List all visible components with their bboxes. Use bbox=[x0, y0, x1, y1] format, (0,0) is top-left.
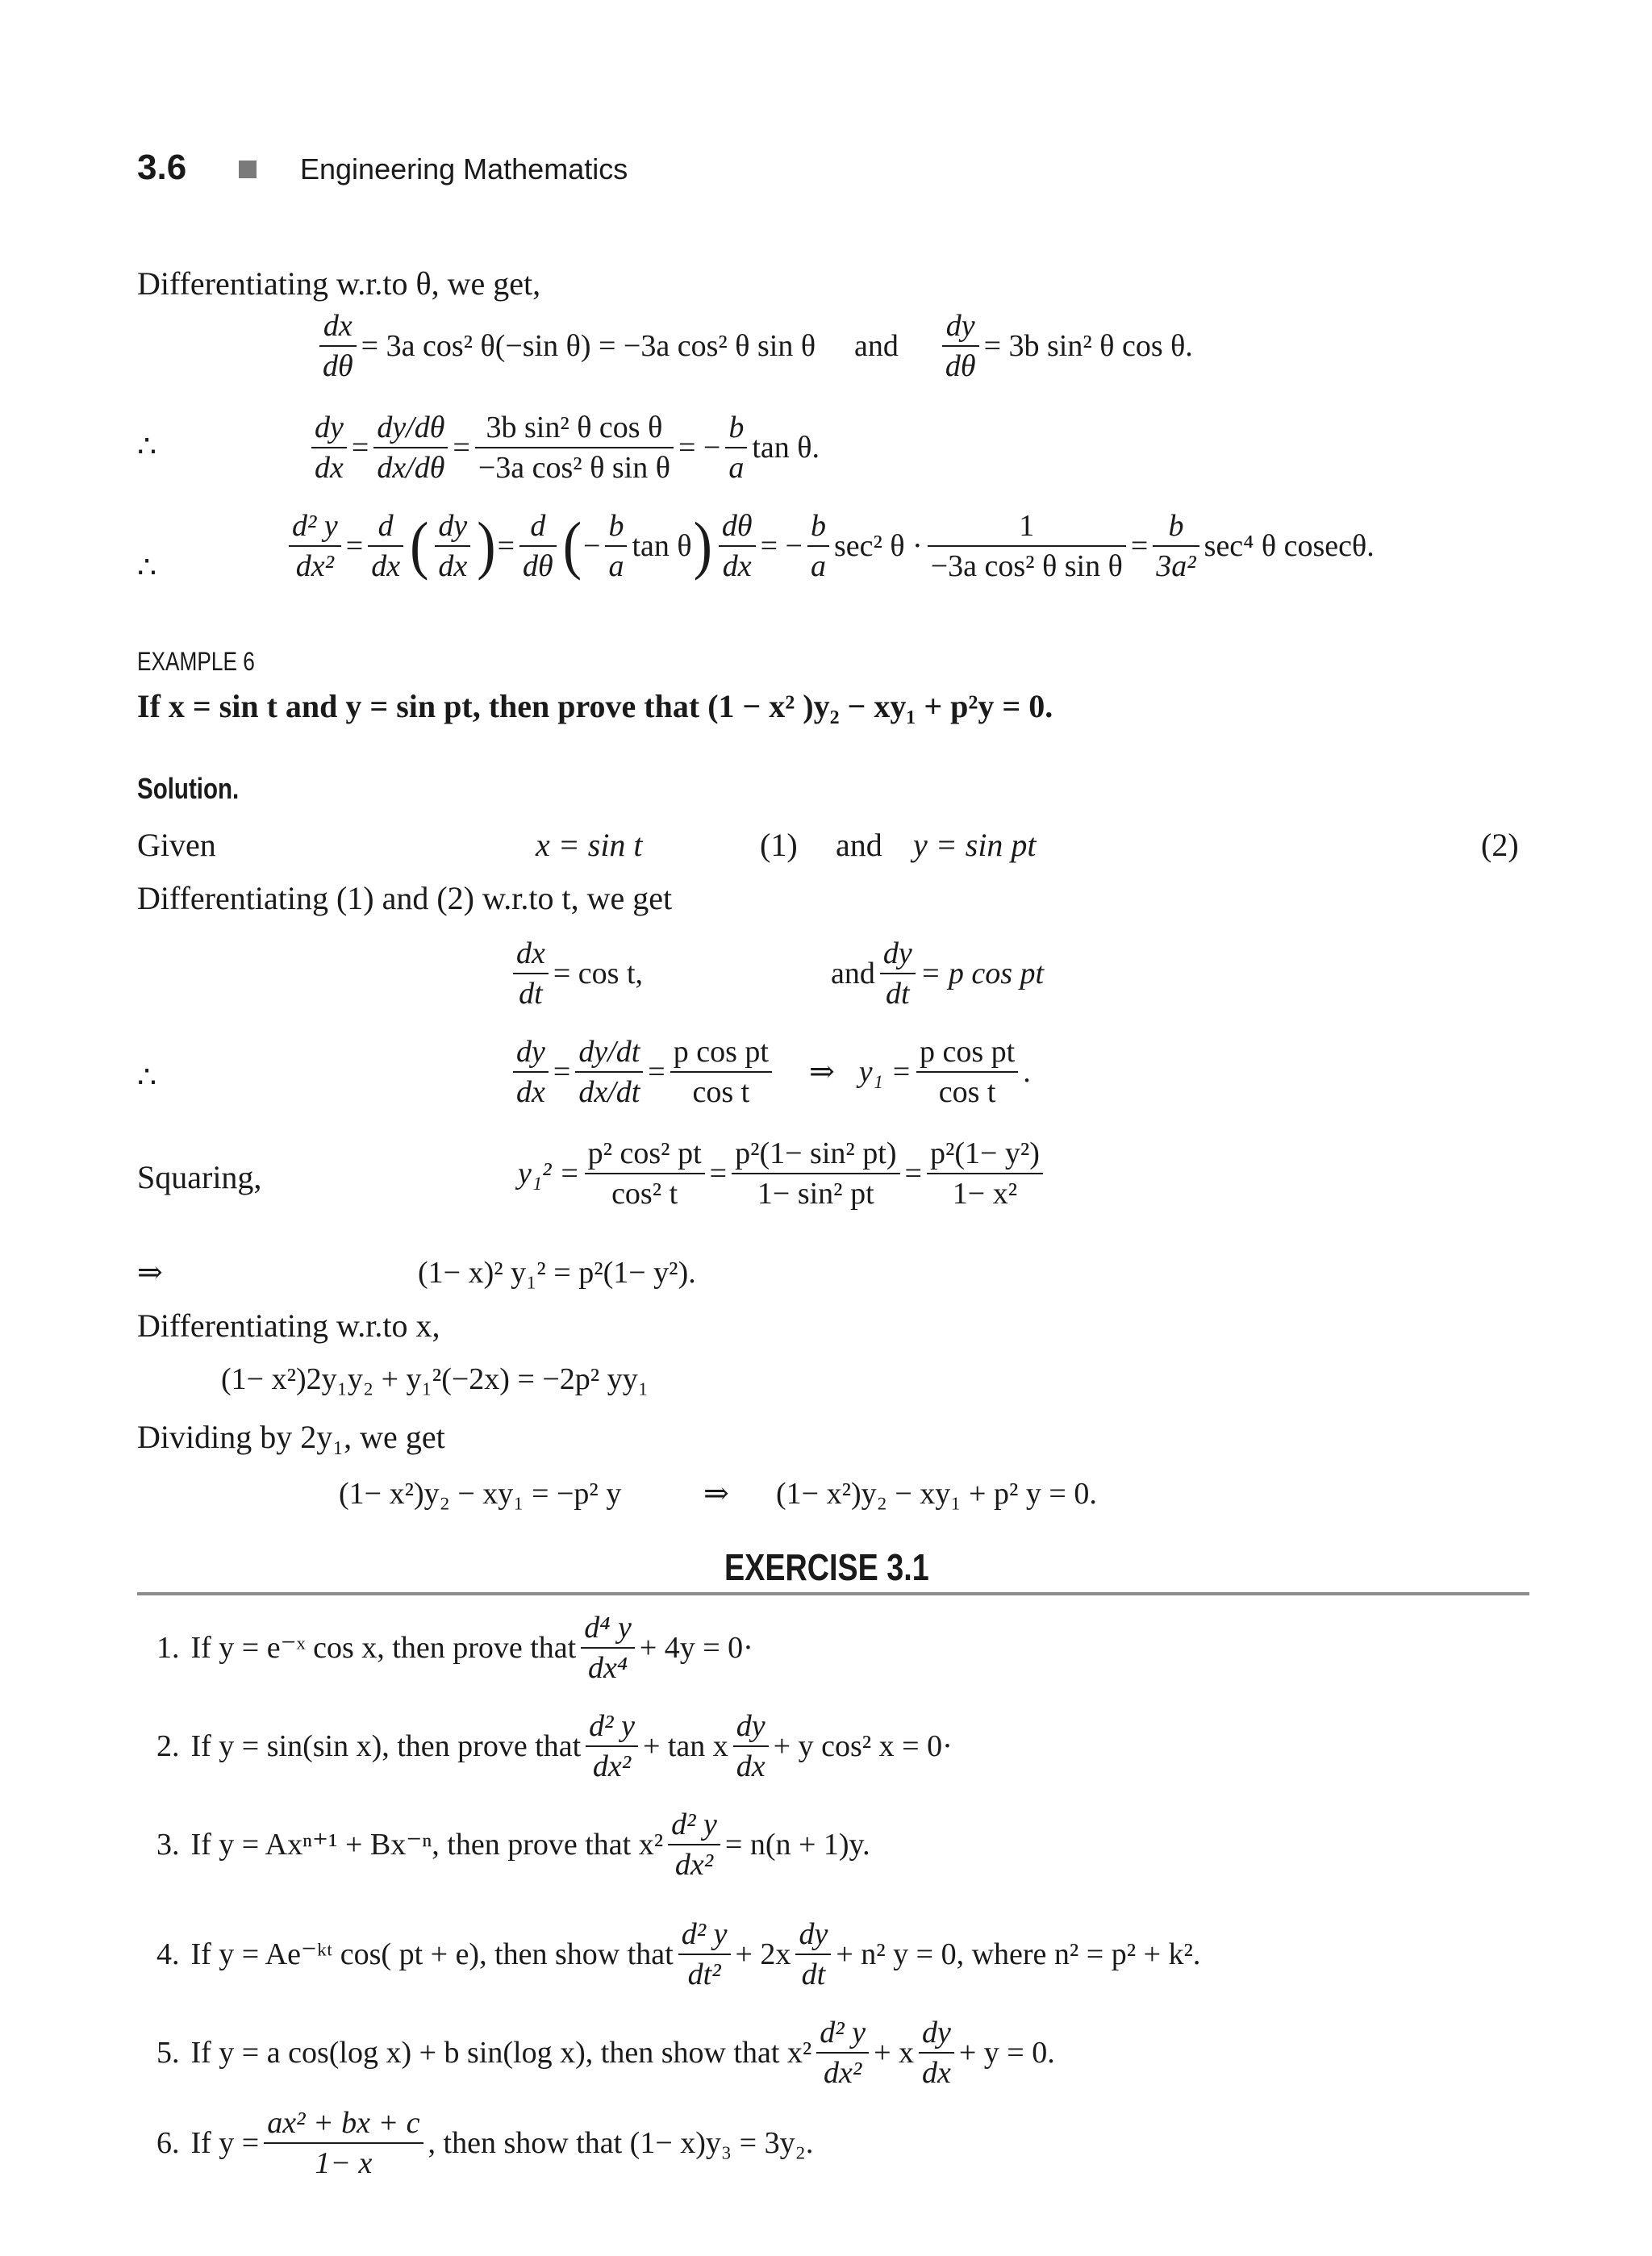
l3-dx: dx bbox=[371, 549, 401, 583]
item-frac-num: d² y bbox=[668, 1807, 720, 1845]
example-statement: If x = sin t and y = sin pt, then prove that (1 − x² )y₂ − xy₁ + p²y = 0. bbox=[137, 688, 1053, 724]
dx-rhs: = 3a cos² θ(−sin θ) = −3a cos² θ sin θ bbox=[361, 329, 816, 363]
item-frac2-num: dy bbox=[919, 2015, 954, 2054]
dxdt-den: dt bbox=[519, 977, 543, 1011]
item-number: 6. bbox=[156, 2126, 180, 2160]
example-label-text: EXAMPLE 6 bbox=[137, 647, 255, 676]
eq-dx-dtheta bbox=[315, 308, 1193, 384]
dxdt-num: dx bbox=[513, 936, 549, 974]
dxdt-rhs: = cos t, bbox=[553, 957, 644, 990]
l3-d2y: d² y bbox=[289, 508, 341, 547]
l2-f2-num: dy/dθ bbox=[373, 410, 448, 448]
l2-dy: dy bbox=[311, 410, 347, 448]
l3-dx-den: dx bbox=[722, 549, 752, 583]
tag-2: (2) bbox=[1481, 827, 1519, 863]
item-post: + 4y = 0· bbox=[639, 1631, 753, 1665]
diff-t-text: Differentiating (1) and (2) w.r.to t, we get bbox=[137, 880, 673, 916]
exercise-item-5 bbox=[156, 2015, 1055, 2091]
therefore-1: ∴ bbox=[137, 430, 157, 464]
exercise-item-3 bbox=[156, 1807, 870, 1883]
dtheta-den-2: dθ bbox=[945, 349, 976, 383]
item-post: , then show that (1− x)y₃ = 3y₂. bbox=[428, 2126, 814, 2160]
eq-final-a: (1− x²)y₂ − xy₁ = −p² y bbox=[339, 1477, 622, 1511]
implies-2: ⇒ bbox=[137, 1256, 163, 1290]
item-frac-num: d² y bbox=[586, 1708, 638, 1747]
l2-f2-den: dx/dθ bbox=[377, 451, 445, 485]
item-post: = n(n + 1)y. bbox=[724, 1828, 870, 1862]
item-frac-den: dx² bbox=[592, 1749, 632, 1783]
item-text: If y = Ae⁻ᵏᵗ cos( pt + e), then show that bbox=[190, 1937, 674, 1971]
l2-dx: dx bbox=[315, 451, 344, 485]
and-word-3: and bbox=[831, 957, 875, 990]
diff-x-text: Differentiating w.r.to x, bbox=[137, 1307, 440, 1344]
implies-1: ⇒ bbox=[808, 1055, 835, 1089]
given-label: Given bbox=[137, 827, 216, 863]
dydt-den: dt bbox=[886, 977, 910, 1011]
item-post: + y = 0. bbox=[958, 2036, 1055, 2070]
y1-eq: y₁ = bbox=[858, 1055, 912, 1089]
eq-second-derivative: $\frac{\text{d² y}}{\text{dx²}}$ = $\frac{d}{dx}$ ( $\frac{dy}{dx}$ ) = $\frac{d}{d\theta}$ ( − $\frac{b}{a}$ tan θ ) $\frac{d\theta}{dx}$ = − $\frac{b}{a}$ sec² θ · $\frac{1}{\text{−3a cos² θ sin θ}}$ = $\frac{b}{\text{3a²}}$ sec⁴ θ cosecθ. bbox=[284, 508, 1375, 584]
dydx-den: dx bbox=[516, 1075, 545, 1109]
solution-label bbox=[137, 771, 261, 807]
item-frac-num: d² y bbox=[678, 1916, 731, 1955]
header-square bbox=[239, 161, 257, 178]
s2-num: p²(1− sin² pt) bbox=[732, 1136, 899, 1174]
q-num: dy/dt bbox=[575, 1034, 643, 1073]
exercise-item-2 bbox=[156, 1708, 953, 1784]
eq-dxdt bbox=[508, 936, 643, 1011]
item-number: 3. bbox=[156, 1828, 180, 1862]
l2-f3-num: 3b sin² θ cos θ bbox=[475, 410, 674, 448]
item-mid: + 2x bbox=[735, 1937, 791, 1971]
item-frac-den: dx⁴ bbox=[587, 1651, 628, 1685]
eq-dydx-theta: $\frac{dy}{dx}$ = $\frac{dy/d\theta}{dx/d\theta}$ = $\frac{\text{3b sin² θ cos θ}}{\text{−3a cos² θ sin θ}}$ = − $\frac{b}{a}$ tan θ. bbox=[307, 410, 820, 486]
s3-num: p²(1− y²) bbox=[927, 1136, 1043, 1174]
l3-d-2: d bbox=[519, 508, 557, 547]
dtheta-den: dθ bbox=[323, 349, 353, 383]
item-frac-num: d⁴ y bbox=[581, 1610, 635, 1649]
item-text: If y = a cos(log x) + b sin(log x), then show that x² bbox=[190, 2036, 812, 2070]
eq-final-b: (1− x²)y₂ − xy₁ + p² y = 0. bbox=[776, 1477, 1097, 1511]
l3-tan: tan θ bbox=[632, 529, 692, 563]
item-number: 1. bbox=[156, 1631, 180, 1665]
item-frac-num: d² y bbox=[816, 2015, 869, 2054]
y-equation: y = sin pt bbox=[913, 827, 1037, 863]
and-word: and bbox=[854, 329, 899, 363]
exercise-title bbox=[724, 1545, 974, 1589]
item-frac-den: dt² bbox=[687, 1958, 721, 1991]
intro-text: Differentiating w.r.to θ, we get, bbox=[137, 265, 541, 302]
item-text: If y = bbox=[190, 2126, 260, 2160]
exercise-item-1 bbox=[156, 1610, 753, 1686]
item-frac-num: ax² + bx + c bbox=[264, 2105, 423, 2144]
item-frac2-num: dy bbox=[795, 1916, 831, 1955]
l2-f3-den: −3a cos² θ sin θ bbox=[478, 451, 670, 485]
implies-3: ⇒ bbox=[703, 1477, 729, 1511]
l3-b2: b bbox=[1153, 508, 1199, 547]
l3-sec: sec² θ · bbox=[833, 529, 923, 563]
item-text: If y = sin(sin x), then prove that bbox=[190, 1729, 582, 1763]
item-number: 2. bbox=[156, 1729, 180, 1763]
item-frac2-den: dx bbox=[736, 1749, 766, 1783]
l3-tail: sec⁴ θ cosecθ. bbox=[1204, 529, 1375, 563]
l3-dtheta-num: dθ bbox=[719, 508, 756, 547]
l2-tail: tan θ. bbox=[752, 431, 820, 465]
item-frac-den: dx² bbox=[824, 2056, 862, 2090]
l3-dy: dy bbox=[435, 508, 470, 547]
squaring-label: Squaring, bbox=[137, 1159, 262, 1195]
item-mid: + x bbox=[874, 2036, 914, 2070]
therefore-2: ∴ bbox=[137, 551, 157, 585]
exercise-title-text: EXERCISE 3.1 bbox=[724, 1546, 929, 1588]
dy-rhs: = 3b sin² θ cos θ. bbox=[983, 329, 1193, 363]
eq-dydt bbox=[831, 936, 1044, 1011]
l2-a: a bbox=[728, 451, 745, 485]
pc-num: p cos pt bbox=[670, 1034, 772, 1073]
book-title: Engineering Mathematics bbox=[300, 152, 628, 186]
s3-den: 1− x² bbox=[952, 1177, 1018, 1211]
and-word-2: and bbox=[836, 827, 882, 863]
l2-b: b bbox=[725, 410, 747, 448]
dy-num: dy bbox=[942, 308, 979, 347]
solution-label-text: Solution. bbox=[137, 772, 240, 805]
dividing-text: Dividing by 2y₁, we get bbox=[137, 1419, 445, 1455]
dx-num: dx bbox=[319, 308, 357, 347]
exercise-item-4 bbox=[156, 1916, 1200, 1992]
therefore-3: ∴ bbox=[137, 1061, 157, 1095]
l3-b-2: b bbox=[807, 508, 829, 547]
pc-den: cos t bbox=[692, 1075, 750, 1109]
l3-dx2: dx² bbox=[295, 549, 335, 583]
item-frac2-num: dy bbox=[733, 1708, 769, 1747]
l3-one-den: −3a cos² θ sin θ bbox=[930, 549, 1123, 583]
item-number: 4. bbox=[156, 1937, 180, 1971]
pc2-den: cos t bbox=[938, 1075, 996, 1109]
tag-1: (1) bbox=[760, 827, 798, 863]
item-post: + y cos² x = 0· bbox=[773, 1729, 953, 1763]
item-frac2-den: dt bbox=[801, 1958, 826, 1991]
exercise-item-6 bbox=[156, 2105, 813, 2181]
dydx-num: dy bbox=[513, 1034, 549, 1073]
l3-dx-2: dx bbox=[438, 549, 468, 583]
item-frac-den: 1− x bbox=[315, 2146, 373, 2180]
page-number: 3.6 bbox=[137, 148, 187, 187]
dydt-rhs: = p cos pt bbox=[920, 957, 1045, 990]
l3-b: b bbox=[605, 508, 627, 547]
eq-dydx-t: $\frac{dy}{dx}$ = $\frac{dy/dt}{dx/dt}$ = $\frac{\text{p cos pt}}{\text{cos t}}$ ⇒ y₁ = $\frac{\text{p cos pt}}{\text{cos t}}$ . bbox=[508, 1034, 1031, 1110]
l3-dtheta: dθ bbox=[523, 549, 553, 583]
eq-squaring: y₁² = $\frac{\text{p² cos² pt}}{\text{cos² t}}$ = $\frac{\text{p²(1− sin² pt)}}{\text{1− sin² pt}}$ = $\frac{\text{p²(1− y²)}}{\text{1− x²}}$ bbox=[518, 1136, 1048, 1211]
s1-den: cos² t bbox=[611, 1177, 678, 1211]
l3-a: a bbox=[608, 549, 624, 583]
l3-one: 1 bbox=[928, 508, 1126, 547]
example-label bbox=[137, 645, 281, 678]
item-post: + n² y = 0, where n² = p² + k². bbox=[836, 1937, 1201, 1971]
q-den: dx/dt bbox=[578, 1075, 640, 1109]
item-frac-den: dx² bbox=[674, 1848, 714, 1882]
y1sq: y₁² = bbox=[518, 1157, 580, 1191]
eq-diff-x: (1− x²)2y₁y₂ + y₁²(−2x) = −2p² yy₁ bbox=[221, 1362, 649, 1396]
item-mid: + tan x bbox=[642, 1729, 728, 1763]
s2-den: 1− sin² pt bbox=[757, 1177, 874, 1211]
item-text: If y = e⁻ˣ cos x, then prove that bbox=[190, 1631, 577, 1665]
x-equation: x = sin t bbox=[536, 827, 643, 863]
s1-num: p² cos² pt bbox=[585, 1136, 705, 1174]
item-frac2-den: dx bbox=[922, 2056, 951, 2090]
exercise-rule bbox=[137, 1592, 1529, 1595]
item-text: If y = Axⁿ⁺¹ + Bx⁻ⁿ, then prove that x² bbox=[190, 1828, 664, 1862]
l3-3a2: 3a² bbox=[1156, 549, 1196, 583]
dydt-num: dy bbox=[880, 936, 916, 974]
item-number: 5. bbox=[156, 2036, 180, 2070]
l3-d: d bbox=[368, 508, 403, 547]
eq-result: (1− x)² y₁² = p²(1− y²). bbox=[418, 1256, 696, 1290]
l3-a-2: a bbox=[810, 549, 826, 583]
pc2-num: p cos pt bbox=[916, 1034, 1018, 1073]
